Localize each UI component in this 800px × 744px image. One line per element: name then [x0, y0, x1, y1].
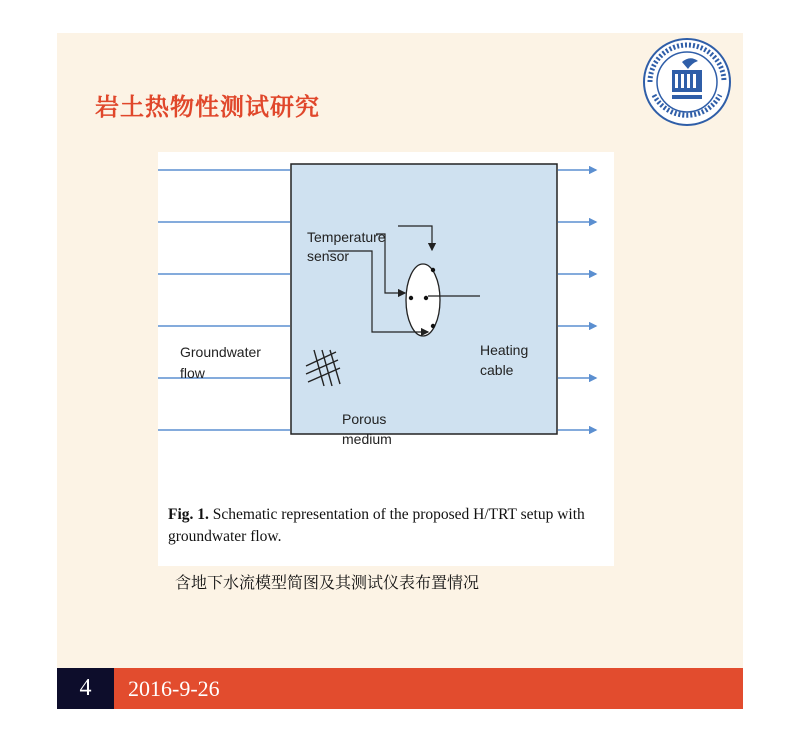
footer-date: 2016-9-26	[114, 668, 743, 709]
slide-subcaption: 含地下水流模型简图及其测试仪表布置情况	[175, 573, 480, 592]
label-temperature: Temperature	[307, 229, 386, 245]
slide-title: 岩土热物性测试研究	[95, 93, 320, 121]
label-medium: medium	[342, 431, 392, 447]
label-porous: Porous	[342, 411, 387, 427]
label-cable: cable	[480, 362, 514, 378]
figure-caption	[168, 504, 608, 548]
caption-prefix: Fig. 1.	[168, 506, 209, 523]
page-number: 4	[57, 668, 114, 709]
label-heating: Heating	[480, 342, 529, 358]
label-flow: flow	[180, 365, 205, 381]
hrt-schematic	[158, 152, 614, 504]
caption-text: Schematic representation of the proposed H/TRT setup with groundwater flow.	[168, 506, 585, 545]
inflow-arrows	[158, 170, 290, 430]
university-logo	[642, 37, 732, 127]
label-groundwater: Groundwater	[180, 344, 261, 360]
label-sensor: sensor	[307, 248, 350, 264]
slide-background	[57, 33, 743, 709]
outflow-arrows	[558, 170, 596, 430]
figure-panel	[158, 152, 614, 566]
